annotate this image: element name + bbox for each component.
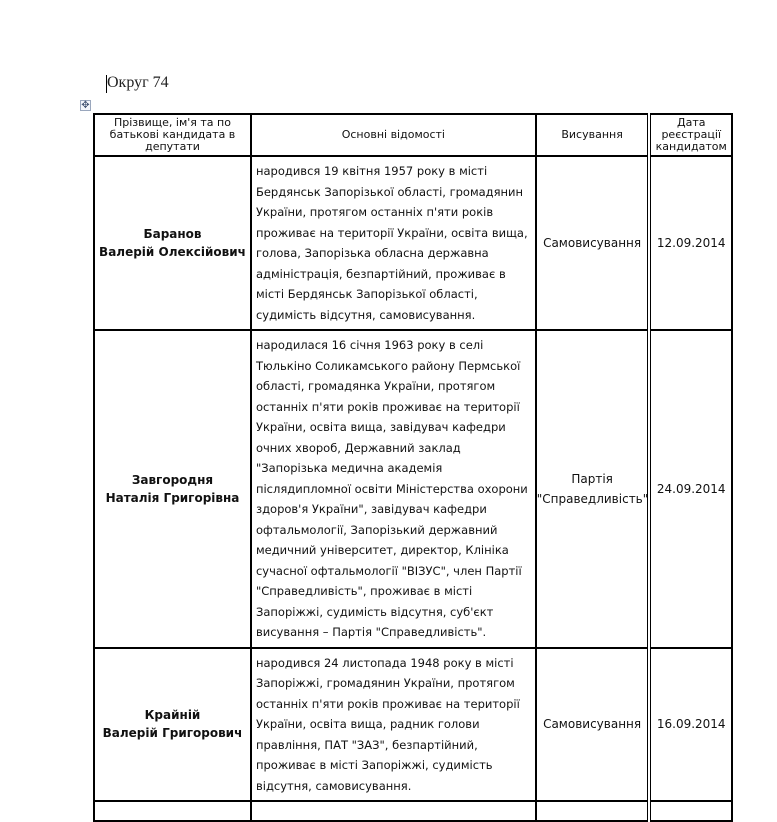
candidate-nomination-cell[interactable]: Самовисування [536, 156, 650, 330]
table-row-partial [94, 801, 732, 821]
table-row [94, 648, 732, 802]
candidate-given-names: Валерій Олексійович [99, 245, 246, 259]
candidate-info-cell[interactable]: народилася 16 січня 1963 року в селі Тюлькіно Соликамського району Пермської області, громадянка України, протягом останніх п'яти років проживає на території України, освіта вища, завідувач кафедри очних хвороб, Державний заклад "Запорізька медична академія післядипломної освіти Міністерства охорони здоров'я України", завідувач кафедри офтальмології, Запорізький державний медичний університет, директор, Клініка сучасної офтальмології "ВІЗУС", член Партії "Справедливість", проживає в місті Запоріжжі, судимість відсутня, суб'єкт висування – Партія "Справедливість". [251, 330, 536, 648]
district-title[interactable]: Округ 74 [107, 74, 169, 91]
candidate-name-cell[interactable] [94, 156, 251, 330]
candidate-surname: Крайній [144, 708, 201, 723]
candidate-nomination-cell[interactable]: Самовисування [536, 648, 650, 802]
candidate-name-cell[interactable] [94, 330, 251, 648]
header-date: Дата реєстрації кандидатом [649, 114, 732, 156]
candidate-date-cell[interactable]: 16.09.2014 [649, 648, 732, 802]
table-row [94, 330, 732, 648]
candidate-nomination-cell[interactable]: Партія "Справедливість" [536, 330, 650, 648]
candidate-name-cell[interactable] [94, 648, 251, 802]
empty-cell [649, 801, 732, 821]
candidates-table [93, 113, 733, 822]
empty-cell [536, 801, 650, 821]
candidate-info-cell[interactable]: народився 19 квітня 1957 року в місті Бердянськ Запорізької області, громадянин України, протягом останніх п'яти років проживає на території України, освіта вища, голова, Запорізька обласна державна адміністрація, безпартійний, проживає в місті Бердянськ Запорізької області, судимість відсутня, самовисування. [251, 156, 536, 330]
header-nomination: Висування [536, 114, 650, 156]
empty-cell [251, 801, 536, 821]
candidate-surname: Баранов [143, 227, 202, 241]
header-name: Прізвище, ім'я та по батькові кандидата в депутати [94, 114, 251, 156]
candidate-given-names: Наталія Григорівна [105, 490, 240, 505]
candidate-given-names: Валерій Григорович [102, 726, 243, 741]
table-move-handle-icon[interactable]: ✥ [81, 100, 90, 111]
candidate-info-cell[interactable]: народився 24 листопада 1948 року в місті Запоріжжі, громадянин України, протягом останніх п'яти років проживає на території України, освіта вища, радник голови правління, ПАТ "ЗАЗ", безпартійний, проживає в місті Запоріжжі, судимість відсутня, самовисування. [251, 648, 536, 802]
candidate-date-cell[interactable]: 24.09.2014 [649, 330, 732, 648]
candidate-date-cell[interactable]: 12.09.2014 [649, 156, 732, 330]
header-info: Основні відомості [251, 114, 536, 156]
table-header-row [94, 114, 732, 156]
empty-cell [94, 801, 251, 821]
candidate-surname: Завгородня [131, 472, 214, 487]
table-row [94, 156, 732, 330]
